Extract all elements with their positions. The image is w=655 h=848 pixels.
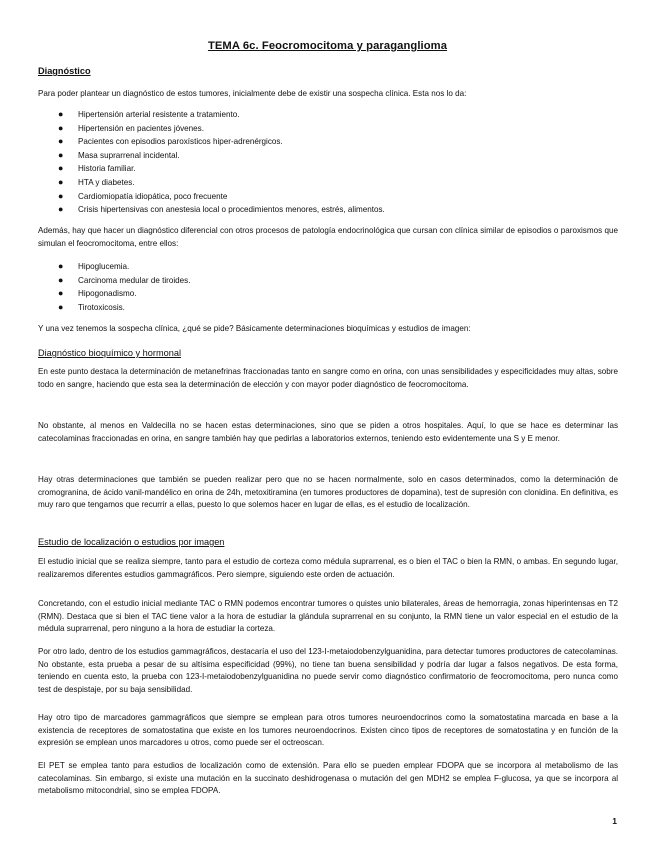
bullet-icon: ●	[58, 109, 64, 119]
list-item: ● Cardiomiopatía idiopática, poco frecuente	[58, 190, 385, 204]
bullet-icon: ●	[58, 163, 64, 174]
document-title: TEMA 6c. Feocromocitoma y paraganglioma	[207, 40, 448, 52]
list-item: ● Hipoglucemia.	[58, 260, 190, 274]
list-item: ● Carcinoma medular de tiroides.	[58, 274, 190, 288]
tac-rmn-paragraph: Concretando, con el estudio inicial mediante TAC o RMN podemos encontrar tumores o quistes unio bilaterales, áreas de hemorragia, zonas hiperintensas en T2 (RMN). Destaca que si bien el TAC tiene valor a la hora de estudiar la glándula suprarrenal en su conjunto, la RMN tiene un valor especial en el estudio de la médula suprarrenal, pero ninguno a la hora de estudiar la corteza.	[38, 599, 618, 634]
section-heading-bioquimico: Diagnóstico bioquímico y hormonal	[38, 348, 181, 358]
initial-study-paragraph: El estudio inicial que se realiza siempre, tanto para el estudio de corteza como médula suprarrenal, es o bien el TAC o bien la RMN, o ambas. En segundo lugar, realizaremos diferentes estudios gammagráficos. Pero siempre, siguiendo este orden de actuación.	[38, 557, 618, 579]
list-item: ● Pacientes con episodios paroxísticos hiper-adrenérgicos.	[58, 135, 385, 149]
list-item: ● Historia familiar.	[58, 162, 385, 176]
differential-paragraph: Además, hay que hacer un diagnóstico diferencial con otros procesos de patología endocrinológica que cursan con clínica similar de episodios o paroxismos que simulan el feocromocitoma, entre ellos:	[38, 226, 618, 248]
page-number: 1	[612, 816, 617, 826]
differential-list	[58, 260, 190, 314]
bullet-icon: ●	[58, 274, 64, 285]
clinical-suspicion-list	[58, 108, 385, 217]
somatostatin-paragraph: Hay otro tipo de marcadores gammagráficos que siempre se emplean para otros tumores neuroendocrinos como la somatostatina marcada en base a la existencia de receptores de somatostatina que existe en los tumores neuroendocrinos. Existen cinco tipos de receptores de somatostatina y en función de la expresión se emplean unos marcadores u otros, como puede ser el octreoscan.	[38, 713, 618, 748]
list-item: ● Hipertensión arterial resistente a tratamiento.	[58, 108, 385, 122]
section-heading-diagnostico: Diagnóstico	[38, 66, 91, 76]
gammagraphic-paragraph: Por otro lado, dentro de los estudios gammagráficos, destacaría el uso del 123-I-metaiodobenzylguanidina, para detectar tumores productores de catecolaminas. No obstante, esta prueba a pesar de su altísima especificidad (99%), no tiene tan buena sensibilidad y podría dar lugar a falsos negativos. De esta forma, teniendo en cuenta esto, la prueba con 123-I-metaiodobenzylguanidina no puede servir como diagnóstico confirmatorio de feocromocitoma, pero nunca como test de despistaje, por su baja sensibilidad.	[38, 647, 618, 694]
bullet-icon: ●	[58, 122, 64, 133]
bullet-icon: ●	[58, 301, 64, 312]
metanefrinas-paragraph: En este punto destaca la determinación de metanefrinas fraccionadas tanto en sangre como en orina, con unas sensibilidades y especificidades muy altas, sobre todo en sangre, haciendo que esta sea la determinación de elección y con mayor poder diagnóstico de feocromocitoma.	[38, 367, 618, 389]
list-item: ● Tirotoxicosis.	[58, 301, 190, 315]
section-heading-imagen: Estudio de localización o estudios por imagen	[38, 537, 225, 547]
list-item: ● Hipertensión en pacientes jóvenes.	[58, 122, 385, 136]
other-determinations-paragraph: Hay otras determinaciones que también se pueden realizar pero que no se hacen normalmente, solo en casos determinados, como la determinación de cromogranina, de ácido vanil-mandélico en orina de 24h, metoxitiramina (en tumores productores de dopamina), test de supresión con clonidina. En definitiva, es muy raro que tengamos que recurrir a ellas, puesto lo que solemos hacer en lugar de ellas, es el estudio de localización.	[38, 475, 618, 510]
bullet-icon: ●	[58, 190, 64, 201]
list-item: ● HTA y diabetes.	[58, 176, 385, 190]
bullet-icon: ●	[58, 136, 64, 147]
bullet-icon: ●	[58, 261, 64, 271]
bullet-icon: ●	[58, 204, 64, 215]
intro-paragraph: Para poder plantear un diagnóstico de estos tumores, inicialmente debe de existir una sospecha clínica. Esta nos lo da:	[38, 89, 467, 98]
pet-paragraph: El PET se emplea tanto para estudios de localización como de extensión. Para ello se pueden emplear FDOPA que se incorpora al metabolismo de las catecolaminas. Sin embargo, si existe una mutación en la succinato deshidrogenasa o mutación del gen MDH2 se emplea F-glucosa, ya que se incorpora al metabolismo mitocondrial, sino se emplea FDOPA.	[38, 761, 618, 796]
bullet-icon: ●	[58, 176, 64, 187]
list-item: ● Crisis hipertensivas con anestesia local o procedimientos menores, estrés, alimentos.	[58, 203, 385, 217]
suspicion-question-paragraph: Y una vez tenemos la sospecha clínica, ¿qué se pide? Básicamente determinaciones bioquímicas y estudios de imagen:	[38, 324, 471, 333]
bullet-icon: ●	[58, 149, 64, 160]
list-item: ● Masa suprarrenal incidental.	[58, 149, 385, 163]
list-item: ● Hipogonadismo.	[58, 287, 190, 301]
valdecilla-paragraph: No obstante, al menos en Valdecilla no se hacen estas determinaciones, sino que se piden a otros hospitales. Aquí, lo que se hace es determinar las catecolaminas fraccionadas en orina, en sangre también hay que pedirlas a laboratorios externos, teniendo esto evidentemente una S y E menor.	[38, 421, 618, 443]
bullet-icon: ●	[58, 288, 64, 299]
